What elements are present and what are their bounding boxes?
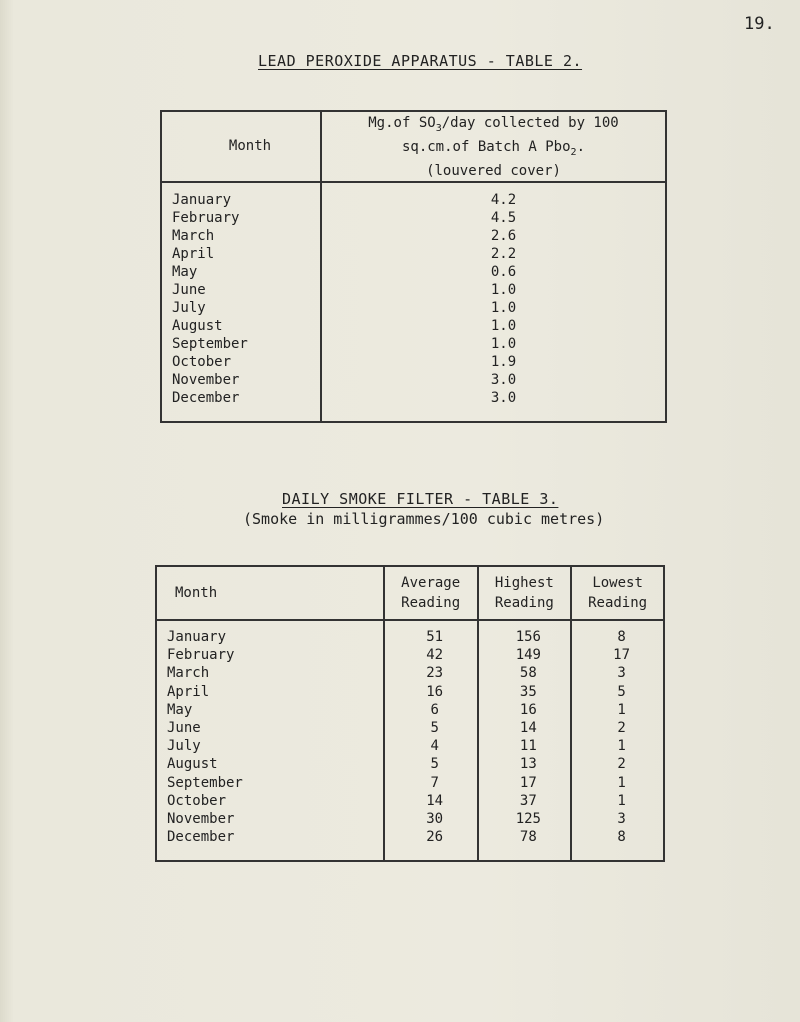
table2-month-cell: February: [172, 209, 240, 226]
table3-lowest-cell: 5: [617, 683, 626, 700]
table3-lowest-cell: 2: [617, 756, 626, 773]
table3-highest-cell: 58: [519, 665, 537, 682]
table2-value-cell: 3.0: [490, 389, 517, 406]
table3-highest-column: [478, 620, 572, 861]
page-number: 19.: [744, 14, 775, 34]
table3-month-cell: July: [167, 738, 201, 755]
table2-value-column: [321, 182, 666, 422]
table3-average-cell: 14: [426, 792, 444, 809]
table3-month-cell: October: [167, 792, 227, 809]
table2-value-header: Mg.of $SO_3$/day collected by 100 sq.cm.of Batch A Pbo$_2$. (louvered cover): [321, 111, 666, 182]
table3-month-cell: June: [167, 720, 201, 737]
table3-lowest-cell: 8: [617, 829, 626, 846]
table3-highest-cell: 37: [519, 792, 537, 809]
table2-month-header: Month: [161, 111, 321, 182]
table2-value-cell: 2.6: [490, 227, 517, 244]
table3-month-column: [156, 620, 384, 861]
table3-month-cell: November: [167, 811, 235, 828]
table2-value-cell: 4.2: [490, 191, 517, 208]
table2-month-column: [161, 182, 321, 422]
table3-highest-cell: 125: [515, 811, 541, 828]
table3-lowest-cell: 1: [617, 701, 626, 718]
table3-month-cell: March: [167, 665, 210, 682]
table3-average-cell: 42: [426, 647, 444, 664]
table2-month-cell: October: [172, 353, 232, 370]
table3-highest-cell: 11: [519, 738, 537, 755]
daily-smoke-filter-table: [155, 565, 665, 862]
table2-value-cell: 3.0: [490, 371, 517, 388]
table3-average-cell: 6: [430, 701, 439, 718]
table2-month-cell: July: [172, 299, 206, 316]
table3-month-cell: May: [167, 701, 193, 718]
table3-highest-cell: 149: [515, 647, 541, 664]
table3-subtitle: (Smoke in milligrammes/100 cubic metres): [243, 510, 605, 528]
table2-month-cell: January: [172, 191, 232, 208]
table2-month-cell: June: [172, 281, 206, 298]
lead-peroxide-table: [160, 110, 667, 423]
table3-lowest-cell: 1: [617, 774, 626, 791]
table2-month-cell: April: [172, 245, 215, 262]
table3-month-cell: April: [167, 683, 210, 700]
table2-month-cell: May: [172, 263, 198, 280]
table3-lowest-cell: 3: [617, 811, 626, 828]
table3-month-header: Month: [156, 566, 384, 620]
table3-lowest-cell: 8: [617, 629, 626, 645]
table3-average-cell: 16: [426, 683, 444, 700]
table3-highest-cell: 16: [519, 701, 537, 718]
table3-highest-cell: 35: [519, 683, 537, 700]
table2-month-cell: March: [172, 227, 215, 244]
table2-value-cell: 2.2: [490, 245, 517, 262]
table3-average-cell: 51: [426, 629, 444, 645]
table3-highest-cell: 14: [519, 720, 537, 737]
table2-value-cell: 1.0: [490, 335, 517, 352]
table2-month-cell: September: [172, 335, 248, 352]
table3-highest-header: Highest Reading: [478, 566, 572, 620]
table3-average-cell: 4: [430, 738, 439, 755]
table2-value-cell: 0.6: [490, 263, 517, 280]
table3-lowest-cell: 1: [617, 738, 626, 755]
table3-month-cell: February: [167, 647, 235, 664]
table3-month-cell: December: [167, 829, 235, 846]
table3-lowest-cell: 1: [617, 792, 626, 809]
table2-value-cell: 1.0: [490, 281, 517, 298]
table3-lowest-cell: 3: [617, 665, 626, 682]
table3-average-cell: 7: [430, 774, 439, 791]
table3-highest-cell: 17: [519, 774, 537, 791]
table3-month-cell: January: [167, 629, 227, 645]
table3-average-cell: 5: [430, 720, 439, 737]
table3-average-cell: 5: [430, 756, 439, 773]
table2-month-cell: August: [172, 317, 223, 334]
table3-highest-cell: 13: [519, 756, 537, 773]
table3-month-cell: September: [167, 774, 243, 791]
table3-average-column: [384, 620, 478, 861]
table3-highest-cell: 156: [515, 629, 541, 645]
table3-lowest-header: Lowest Reading: [571, 566, 664, 620]
table2-title: LEAD PEROXIDE APPARATUS - TABLE 2.: [258, 52, 583, 70]
table2-month-cell: November: [172, 371, 240, 388]
table2-value-cell: 4.5: [490, 209, 517, 226]
table3-month-cell: August: [167, 756, 218, 773]
table2-value-cell: 1.0: [490, 299, 517, 316]
table3-lowest-cell: 17: [613, 647, 631, 664]
table3-highest-cell: 78: [519, 829, 537, 846]
table2-month-cell: December: [172, 389, 240, 406]
table3-average-cell: 30: [426, 811, 444, 828]
table3-title: DAILY SMOKE FILTER - TABLE 3.: [282, 490, 559, 508]
table3-average-header: Average Reading: [384, 566, 478, 620]
table2-value-cell: 1.0: [490, 317, 517, 334]
table3-lowest-cell: 2: [617, 720, 626, 737]
table3-lowest-column: [571, 620, 664, 861]
table2-value-cell: 1.9: [490, 353, 517, 370]
table3-average-cell: 23: [426, 665, 444, 682]
table3-average-cell: 26: [426, 829, 444, 846]
